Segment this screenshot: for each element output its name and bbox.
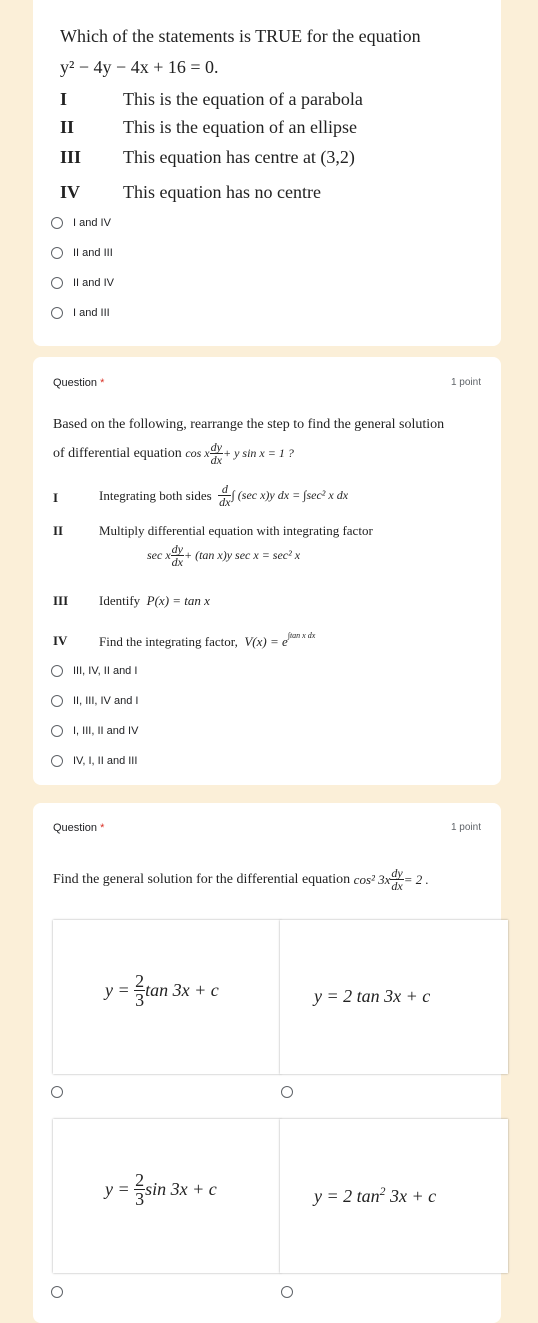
- step-math: ∫ (sec x)y dx = ∫sec² x dx: [231, 488, 349, 502]
- expr-sup: 2: [379, 1185, 386, 1198]
- points-label: 1 point: [450, 822, 481, 833]
- choice-expression: [105, 972, 219, 1009]
- option-label: I and III: [73, 307, 110, 319]
- points-label: 1 point: [450, 377, 481, 388]
- step-text: Multiply differential equation with integrating factor: [99, 523, 373, 538]
- option-radio[interactable]: [51, 1084, 73, 1100]
- expr-a: y = 2 tan: [314, 1186, 380, 1206]
- frac-den: 3: [135, 1189, 145, 1209]
- option-radio[interactable]: [51, 693, 138, 709]
- required-star: *: [100, 822, 105, 834]
- step-label: Find the integrating factor,: [99, 634, 238, 649]
- frac-num: d: [218, 483, 231, 496]
- option-radio[interactable]: [51, 275, 114, 291]
- step-label: Identify: [99, 593, 141, 608]
- frac-num: 2: [135, 971, 145, 991]
- statement-num: I: [60, 89, 68, 109]
- radio-circle-icon[interactable]: [51, 247, 63, 259]
- question-label: Question: [53, 822, 98, 834]
- statement-num: II: [60, 117, 75, 137]
- option-label: II and IV: [73, 277, 114, 289]
- required-star: *: [100, 377, 105, 389]
- statement-num: III: [60, 147, 82, 167]
- question-card-3: [33, 803, 501, 1323]
- option-label: III, IV, II and I: [73, 665, 138, 677]
- option-label: I, III, II and IV: [73, 725, 139, 737]
- frac-num: dy: [210, 440, 222, 454]
- frac-den: dx: [210, 453, 222, 467]
- step-exponent: ∫tan x dx: [287, 631, 316, 640]
- question-label: Question: [53, 377, 98, 389]
- radio-circle-icon[interactable]: [281, 1286, 293, 1298]
- math-tail: + y sin x = 1 ?: [222, 446, 294, 460]
- fraction: [171, 543, 184, 568]
- radio-circle-icon[interactable]: [281, 1086, 293, 1098]
- option-label: IV, I, II and III: [73, 755, 138, 767]
- option-radio[interactable]: [281, 1084, 303, 1100]
- frac-num: 2: [135, 1170, 145, 1190]
- option-radio[interactable]: [51, 723, 138, 739]
- math-a: cos² 3x: [353, 871, 391, 887]
- step-num: III: [53, 593, 69, 608]
- choice-rhs: sin 3x + c: [145, 1179, 217, 1199]
- statement-text: This equation has no centre: [123, 182, 321, 202]
- radio-circle-icon[interactable]: [51, 307, 63, 319]
- prompt-text: Find the general solution for the differential equation: [53, 871, 351, 887]
- question-2-equation: [53, 441, 294, 466]
- choice-expression: y = 2 tan 3x + c: [314, 986, 431, 1006]
- frac-den: 3: [135, 990, 145, 1010]
- fraction: [134, 972, 145, 1009]
- statement-text: This is the equation of an ellipse: [123, 117, 357, 137]
- question-card-1: [33, 0, 501, 346]
- option-radio[interactable]: [51, 663, 137, 679]
- question-2-prompt: Based on the following, rearrange the step to find the general solution: [53, 417, 445, 432]
- step-math: P(x) = tan x: [146, 593, 210, 608]
- choice-expression: [314, 1185, 436, 1207]
- step-text: [99, 483, 348, 508]
- statement-num: IV: [60, 182, 81, 202]
- question-header: [53, 822, 481, 834]
- option-radio[interactable]: [51, 753, 137, 769]
- radio-circle-icon[interactable]: [51, 695, 63, 707]
- frac-den: dx: [171, 555, 183, 569]
- fraction: [210, 441, 223, 466]
- step-text: [99, 593, 210, 609]
- option-label: I and IV: [73, 217, 111, 229]
- radio-circle-icon[interactable]: [51, 217, 63, 229]
- radio-circle-icon[interactable]: [51, 665, 63, 677]
- option-radio[interactable]: [281, 1284, 303, 1300]
- prompt-text: of differential equation: [53, 445, 182, 461]
- fraction: [218, 483, 231, 508]
- choice-image[interactable]: [280, 920, 508, 1074]
- math-cos: cos x: [185, 446, 210, 460]
- radio-circle-icon[interactable]: [51, 755, 63, 767]
- option-radio[interactable]: [51, 215, 111, 231]
- option-radio[interactable]: [51, 245, 113, 261]
- radio-circle-icon[interactable]: [51, 725, 63, 737]
- choice-rhs: tan 3x + c: [145, 980, 219, 1000]
- step-math: [147, 543, 300, 568]
- question-card-2: [33, 357, 501, 785]
- expr-b: 3x + c: [385, 1186, 437, 1206]
- fraction: [134, 1171, 145, 1208]
- option-radio[interactable]: [51, 305, 110, 321]
- question-3-prompt: [53, 867, 429, 892]
- radio-circle-icon[interactable]: [51, 1286, 63, 1298]
- choice-image[interactable]: [280, 1119, 508, 1273]
- choice-image[interactable]: [53, 920, 281, 1074]
- choice-expression: [105, 1171, 217, 1208]
- frac-num: dy: [391, 866, 403, 880]
- choice-lhs: y =: [105, 980, 130, 1000]
- option-radio[interactable]: [51, 1284, 73, 1300]
- radio-circle-icon[interactable]: [51, 277, 63, 289]
- step-text: [99, 631, 315, 650]
- statement-text: This is the equation of a parabola: [123, 89, 363, 109]
- fraction: [390, 867, 403, 892]
- math-a: sec x: [147, 548, 171, 562]
- frac-den: dx: [219, 495, 231, 509]
- step-num: I: [53, 490, 59, 505]
- step-math: V(x) = e: [244, 634, 288, 649]
- option-label: II and III: [73, 247, 113, 259]
- frac-num: dy: [171, 542, 183, 556]
- question-header: [53, 377, 481, 389]
- statement-text: This equation has centre at (3,2): [123, 147, 355, 167]
- choice-lhs: y =: [105, 1179, 130, 1199]
- radio-circle-icon[interactable]: [51, 1086, 63, 1098]
- choice-image[interactable]: [53, 1119, 281, 1273]
- math-b: + (tan x)y sec x = sec² x: [183, 548, 301, 562]
- frac-den: dx: [391, 879, 403, 893]
- math-b: = 2 .: [403, 871, 429, 887]
- question-1-prompt: Which of the statements is TRUE for the equation: [60, 26, 421, 46]
- step-num: II: [53, 523, 64, 538]
- option-label: II, III, IV and I: [73, 695, 139, 707]
- step-num: IV: [53, 633, 68, 648]
- question-1-equation: y² − 4y − 4x + 16 = 0.: [60, 57, 219, 77]
- step-label: Integrating both sides: [99, 487, 212, 503]
